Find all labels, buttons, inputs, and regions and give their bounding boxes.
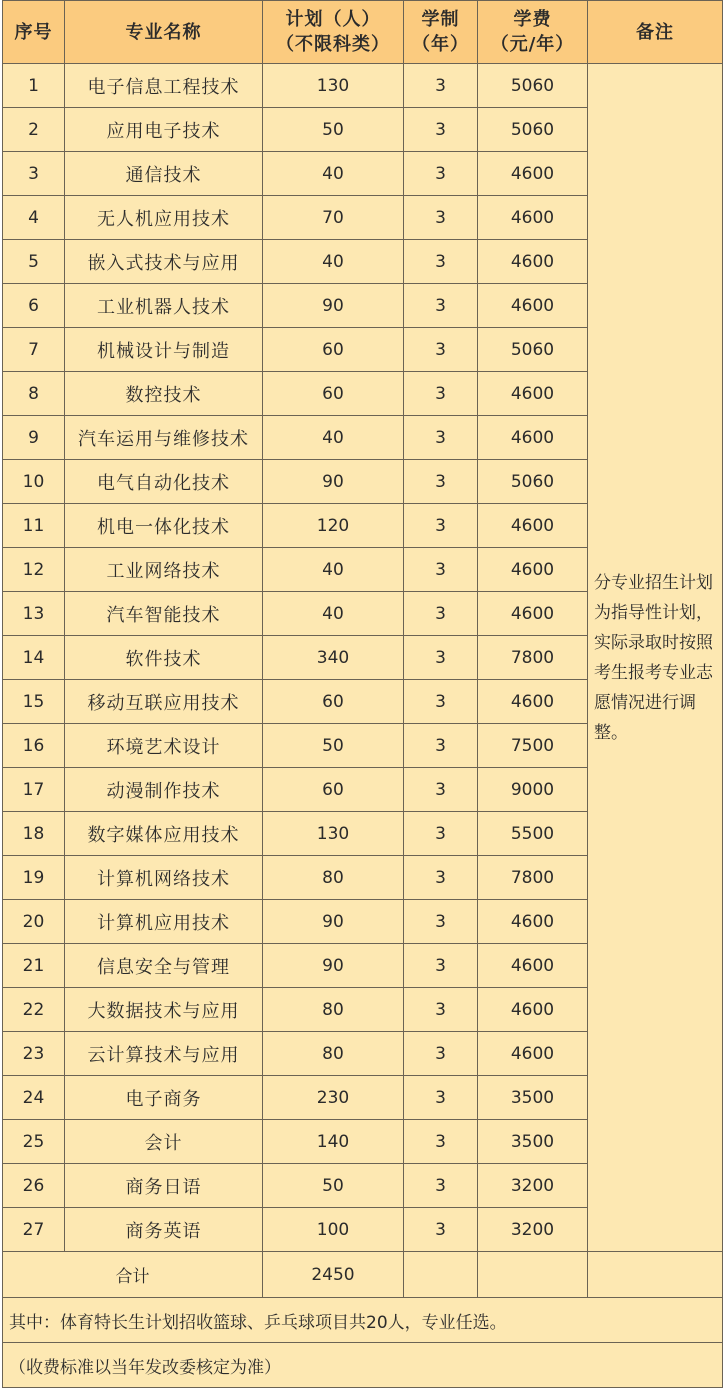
cell-years: 3 xyxy=(404,592,478,636)
cell-seq: 17 xyxy=(3,768,65,812)
cell-fee: 5060 xyxy=(478,328,588,372)
cell-fee: 4600 xyxy=(478,152,588,196)
cell-plan: 60 xyxy=(263,372,404,416)
cell-plan: 120 xyxy=(263,504,404,548)
cell-major-name: 会计 xyxy=(65,1120,263,1164)
cell-seq: 27 xyxy=(3,1208,65,1252)
cell-major-name: 工业机器人技术 xyxy=(65,284,263,328)
cell-major-name: 大数据技术与应用 xyxy=(65,988,263,1032)
cell-fee: 4600 xyxy=(478,1032,588,1076)
cell-fee: 5060 xyxy=(478,64,588,108)
cell-plan: 230 xyxy=(263,1076,404,1120)
cell-years: 3 xyxy=(404,636,478,680)
cell-major-name: 嵌入式技术与应用 xyxy=(65,240,263,284)
cell-years: 3 xyxy=(404,900,478,944)
header-years-line2: （年） xyxy=(412,34,469,55)
cell-plan: 40 xyxy=(263,592,404,636)
cell-fee: 3500 xyxy=(478,1120,588,1164)
cell-seq: 15 xyxy=(3,680,65,724)
cell-seq: 18 xyxy=(3,812,65,856)
cell-plan: 80 xyxy=(263,1032,404,1076)
cell-fee: 4600 xyxy=(478,548,588,592)
cell-seq: 26 xyxy=(3,1164,65,1208)
cell-fee: 9000 xyxy=(478,768,588,812)
header-fee-line1: 学费 xyxy=(513,9,552,30)
header-plan-line2: （不限科类） xyxy=(276,34,390,55)
cell-seq: 6 xyxy=(3,284,65,328)
cell-major-name: 数控技术 xyxy=(65,372,263,416)
cell-major-name: 应用电子技术 xyxy=(65,108,263,152)
enrollment-plan-sheet xyxy=(2,0,722,1388)
cell-years: 3 xyxy=(404,856,478,900)
cell-years: 3 xyxy=(404,504,478,548)
cell-seq: 5 xyxy=(3,240,65,284)
cell-major-name: 汽车智能技术 xyxy=(65,592,263,636)
header-plan xyxy=(263,1,404,64)
cell-seq: 21 xyxy=(3,944,65,988)
cell-years: 3 xyxy=(404,1164,478,1208)
header-years xyxy=(404,1,478,64)
cell-fee: 4600 xyxy=(478,196,588,240)
header-row xyxy=(3,1,723,64)
cell-fee: 4600 xyxy=(478,504,588,548)
cell-years: 3 xyxy=(404,64,478,108)
cell-major-name: 商务日语 xyxy=(65,1164,263,1208)
cell-plan: 80 xyxy=(263,988,404,1032)
cell-years: 3 xyxy=(404,460,478,504)
header-years-line1: 学制 xyxy=(421,9,460,30)
cell-major-name: 环境艺术设计 xyxy=(65,724,263,768)
cell-years: 3 xyxy=(404,548,478,592)
total-years-empty xyxy=(404,1252,478,1298)
cell-plan: 90 xyxy=(263,900,404,944)
cell-major-name: 无人机应用技术 xyxy=(65,196,263,240)
footer-row-fee-standard xyxy=(3,1343,723,1388)
cell-fee: 4600 xyxy=(478,944,588,988)
total-note-empty xyxy=(588,1252,723,1298)
cell-seq: 12 xyxy=(3,548,65,592)
cell-plan: 40 xyxy=(263,416,404,460)
cell-seq: 2 xyxy=(3,108,65,152)
cell-plan: 90 xyxy=(263,460,404,504)
total-fee-empty xyxy=(478,1252,588,1298)
cell-plan: 60 xyxy=(263,768,404,812)
cell-fee: 4600 xyxy=(478,592,588,636)
cell-plan: 140 xyxy=(263,1120,404,1164)
cell-years: 3 xyxy=(404,372,478,416)
cell-major-name: 电子信息工程技术 xyxy=(65,64,263,108)
table-row xyxy=(3,64,723,108)
cell-major-name: 计算机应用技术 xyxy=(65,900,263,944)
cell-seq: 22 xyxy=(3,988,65,1032)
cell-major-name: 工业网络技术 xyxy=(65,548,263,592)
cell-major-name: 数字媒体应用技术 xyxy=(65,812,263,856)
cell-plan: 130 xyxy=(263,812,404,856)
cell-plan: 50 xyxy=(263,1164,404,1208)
header-fee xyxy=(478,1,588,64)
cell-plan: 80 xyxy=(263,856,404,900)
cell-major-name: 汽车运用与维修技术 xyxy=(65,416,263,460)
cell-fee: 7500 xyxy=(478,724,588,768)
cell-plan: 60 xyxy=(263,680,404,724)
cell-fee: 4600 xyxy=(478,416,588,460)
cell-fee: 3200 xyxy=(478,1164,588,1208)
cell-years: 3 xyxy=(404,240,478,284)
cell-seq: 23 xyxy=(3,1032,65,1076)
footer-row-sports xyxy=(3,1298,723,1343)
cell-major-name: 移动互联应用技术 xyxy=(65,680,263,724)
cell-seq: 11 xyxy=(3,504,65,548)
cell-plan: 70 xyxy=(263,196,404,240)
cell-seq: 3 xyxy=(3,152,65,196)
cell-plan: 90 xyxy=(263,944,404,988)
cell-years: 3 xyxy=(404,108,478,152)
cell-major-name: 云计算技术与应用 xyxy=(65,1032,263,1076)
footer-sports-note: 其中：体育特长生计划招收篮球、乒乓球项目共20人，专业任选。 xyxy=(3,1298,723,1343)
cell-seq: 10 xyxy=(3,460,65,504)
cell-fee: 5500 xyxy=(478,812,588,856)
cell-seq: 4 xyxy=(3,196,65,240)
cell-years: 3 xyxy=(404,1208,478,1252)
cell-major-name: 动漫制作技术 xyxy=(65,768,263,812)
cell-plan: 100 xyxy=(263,1208,404,1252)
note-cell: 分专业招生计划为指导性计划，实际录取时按照考生报考专业志愿情况进行调整。 xyxy=(588,64,723,1252)
cell-plan: 60 xyxy=(263,328,404,372)
cell-seq: 16 xyxy=(3,724,65,768)
cell-years: 3 xyxy=(404,328,478,372)
header-major-name: 专业名称 xyxy=(65,1,263,64)
cell-plan: 90 xyxy=(263,284,404,328)
cell-seq: 24 xyxy=(3,1076,65,1120)
footer-fee-standard: （收费标准以当年发改委核定为准） xyxy=(3,1343,723,1388)
cell-major-name: 通信技术 xyxy=(65,152,263,196)
cell-fee: 5060 xyxy=(478,108,588,152)
header-fee-line2: （元/年） xyxy=(490,34,575,55)
cell-years: 3 xyxy=(404,812,478,856)
cell-years: 3 xyxy=(404,196,478,240)
cell-plan: 340 xyxy=(263,636,404,680)
total-label: 合计 xyxy=(3,1252,263,1298)
header-seq: 序号 xyxy=(3,1,65,64)
cell-fee: 3500 xyxy=(478,1076,588,1120)
cell-years: 3 xyxy=(404,944,478,988)
cell-years: 3 xyxy=(404,768,478,812)
header-note: 备注 xyxy=(588,1,723,64)
cell-major-name: 机械设计与制造 xyxy=(65,328,263,372)
cell-seq: 13 xyxy=(3,592,65,636)
cell-major-name: 计算机网络技术 xyxy=(65,856,263,900)
cell-fee: 4600 xyxy=(478,284,588,328)
cell-major-name: 电气自动化技术 xyxy=(65,460,263,504)
cell-fee: 3200 xyxy=(478,1208,588,1252)
cell-years: 3 xyxy=(404,1032,478,1076)
cell-major-name: 商务英语 xyxy=(65,1208,263,1252)
cell-seq: 9 xyxy=(3,416,65,460)
cell-years: 3 xyxy=(404,152,478,196)
cell-years: 3 xyxy=(404,284,478,328)
cell-plan: 50 xyxy=(263,724,404,768)
cell-fee: 7800 xyxy=(478,636,588,680)
cell-seq: 14 xyxy=(3,636,65,680)
cell-major-name: 电子商务 xyxy=(65,1076,263,1120)
cell-fee: 4600 xyxy=(478,900,588,944)
cell-major-name: 软件技术 xyxy=(65,636,263,680)
cell-seq: 7 xyxy=(3,328,65,372)
enrollment-plan-table xyxy=(2,0,723,1388)
cell-plan: 40 xyxy=(263,240,404,284)
cell-fee: 4600 xyxy=(478,240,588,284)
cell-years: 3 xyxy=(404,988,478,1032)
cell-major-name: 信息安全与管理 xyxy=(65,944,263,988)
cell-seq: 19 xyxy=(3,856,65,900)
cell-seq: 20 xyxy=(3,900,65,944)
cell-seq: 8 xyxy=(3,372,65,416)
cell-fee: 5060 xyxy=(478,460,588,504)
cell-fee: 4600 xyxy=(478,372,588,416)
cell-plan: 40 xyxy=(263,152,404,196)
total-row xyxy=(3,1252,723,1298)
cell-seq: 25 xyxy=(3,1120,65,1164)
cell-fee: 4600 xyxy=(478,680,588,724)
table-body xyxy=(3,64,723,1388)
cell-years: 3 xyxy=(404,1120,478,1164)
total-plan: 2450 xyxy=(263,1252,404,1298)
cell-years: 3 xyxy=(404,680,478,724)
cell-seq: 1 xyxy=(3,64,65,108)
cell-major-name: 机电一体化技术 xyxy=(65,504,263,548)
cell-years: 3 xyxy=(404,1076,478,1120)
cell-years: 3 xyxy=(404,416,478,460)
cell-plan: 130 xyxy=(263,64,404,108)
cell-fee: 7800 xyxy=(478,856,588,900)
cell-years: 3 xyxy=(404,724,478,768)
cell-plan: 50 xyxy=(263,108,404,152)
cell-fee: 4600 xyxy=(478,988,588,1032)
header-plan-line1: 计划（人） xyxy=(285,9,381,30)
cell-plan: 40 xyxy=(263,548,404,592)
